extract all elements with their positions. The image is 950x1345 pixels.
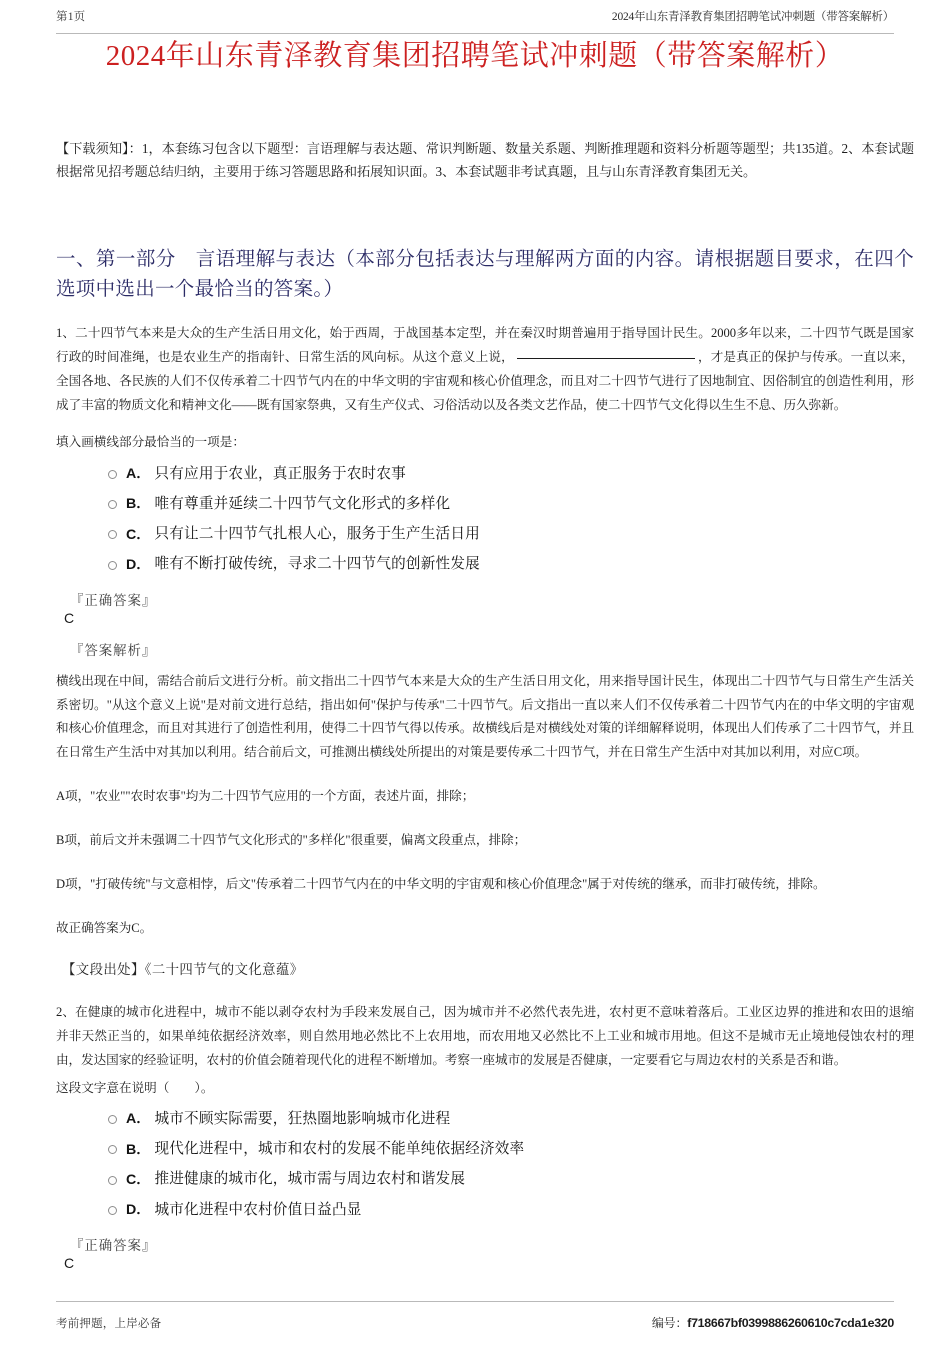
- option-letter: C．: [126, 526, 151, 543]
- option-text: 只有让二十四节气扎根人心，服务于生产生活日用: [154, 526, 480, 543]
- footer-code: [652, 1314, 894, 1331]
- option-b[interactable]: [108, 1139, 914, 1160]
- explanation-paragraph: 横线出现在中间，需结合前后文进行分析。前文指出二十四节气本来是大众的生产生活日用文化，用来指导国计民生，体现出二十四节气与日常生产生活关系密切。"从这个意义上说"是对前文进行总结，指出如何"保护与传承"二十四节气。后文指出一直以来人们不仅传承着二十四节气内在的中华文明的宇宙观和核心价值理念，而且对其进行了创造性利用，使得二十四节气得以传承。故横线后是对横线处对策的详细解释说明，体现出人们传承了二十四节气，并且在日常生产生活中对其加以利用。结合前后文，可推测出横线处所提出的对策是要传承二十四节气，并在日常生产生活中对其加以利用，对应C项。: [56, 673, 914, 760]
- explanation-paragraph: D项，"打破传统"与文意相悖，后文"传承着二十四节气内在的中华文明的宇宙观和核心价值理念"属于对传统的继承，而非打破传统，排除。: [56, 877, 826, 892]
- options-list: [56, 464, 914, 576]
- question-prompt: 这段文字意在说明（ ）。: [56, 1080, 214, 1095]
- radio-icon[interactable]: [108, 1145, 117, 1154]
- option-letter: B．: [126, 1141, 151, 1158]
- footer-code-value: f718667bf0399886260610c7cda1e320: [687, 1316, 894, 1330]
- correct-answer-value: C: [64, 1254, 75, 1271]
- question-stem-part1: 1、二十四节气本来是大众的生产生活日用文化，始于西周，于战国基本定型，并在秦汉时期普遍用于指导国计民生。2000多年以来，二十四节气既是国家行政的时间准绳，也是农业生产的指南针、日常生活的风向标。从这个意义上说，: [56, 325, 914, 364]
- option-text: 现代化进程中，城市和农村的发展不能单纯依据经济效率: [154, 1141, 525, 1158]
- option-letter: B．: [126, 496, 151, 513]
- fill-in-blank-line: [517, 358, 695, 359]
- radio-icon[interactable]: [108, 1176, 117, 1185]
- option-c[interactable]: [108, 1169, 914, 1190]
- option-d[interactable]: [108, 1200, 914, 1221]
- option-text: 城市不顾实际需要，狂热圈地影响城市化进程: [154, 1111, 451, 1128]
- radio-icon[interactable]: [108, 500, 117, 509]
- explanation-paragraph: B项，前后文并未强调二十四节气文化形式的"多样化"很重要，偏离文段重点，排除；: [56, 833, 527, 848]
- question-block: [56, 1000, 914, 1271]
- radio-icon[interactable]: [108, 530, 117, 539]
- option-b[interactable]: [108, 494, 914, 515]
- running-footer: [56, 1301, 894, 1331]
- option-a[interactable]: [108, 1109, 914, 1130]
- download-notice: 【下载须知】：1，本套练习包含以下题型：言语理解与表达题、常识判断题、数量关系题、判断推理题和资料分析题等题型；共135道。2、本套试题根据常见招考题总结归纳，主要用于练习答题思路和拓展知识面。3、本套试题非考试真题，且与山东青泽教育集团无关。: [56, 141, 914, 179]
- option-letter: C．: [126, 1171, 151, 1188]
- question-stem-part2: ，才是真正的保护与传承。一直以来，全国各地、各民族的人们不仅传承着二十四节气内在的中华文明的宇宙观和核心价值理念，而且对二十四节气进行了因地制宜、因俗制宜的创造性利用，形成了丰富的物质文化和精神文化——既有国家祭典，又有生产仪式、习俗活动以及各类文艺作品，使二十四节气文化得以生生不息、历久弥新。: [56, 349, 914, 413]
- option-letter: A．: [126, 1111, 151, 1128]
- question-stem: 2、在健康的城市化进程中，城市不能以剥夺农村为手段来发展自己，因为城市并不必然代表先进，农村更不意味着落后。工业区边界的推进和农田的退缩并非天然正当的，如果单纯依据经济效率，则自然用地必然比不上农用地，而农用地又必然比不上工业和城市用地。但这不是城市无止境地侵蚀农村的理由，发达国家的经验证明，农村的价值会随着现代化的进程不断增加。考察一座城市的发展是否健康，一定要看它与周边农村的关系是否和谐。: [56, 1005, 914, 1068]
- question-prompt: 填入画横线部分最恰当的一项是：: [56, 435, 245, 450]
- explanation-label: 『答案解析』: [70, 642, 157, 658]
- options-list: [56, 1109, 914, 1221]
- section-heading: 一、第一部分 言语理解与表达（本部分包括表达与理解两方面的内容。请根据题目要求，在四个选项中选出一个最恰当的答案。）: [56, 249, 914, 301]
- running-title: 2024年山东青泽教育集团招聘笔试冲刺题（带答案解析）: [611, 11, 894, 23]
- option-text: 只有应用于农业，真正服务于农时农事: [154, 466, 406, 482]
- option-c[interactable]: [108, 524, 914, 545]
- correct-answer-label: 『正确答案』: [70, 592, 157, 608]
- option-letter: A．: [126, 466, 151, 483]
- radio-icon[interactable]: [108, 470, 117, 479]
- option-text: 唯有不断打破传统，寻求二十四节气的创新性发展: [154, 556, 480, 573]
- radio-icon[interactable]: [108, 1115, 117, 1124]
- footer-slogan: 考前押题，上岸必备: [56, 1318, 162, 1330]
- option-text: 唯有尊重并延续二十四节气文化形式的多样化: [154, 496, 451, 513]
- running-header: [56, 8, 894, 34]
- option-a[interactable]: [108, 464, 914, 485]
- option-text: 推进健康的城市化，城市需与周边农村和谐发展: [154, 1171, 466, 1188]
- correct-answer-value: C: [64, 609, 75, 626]
- correct-answer-label: 『正确答案』: [70, 1237, 157, 1253]
- explanation-paragraph: A项，"农业""农时农事"均为二十四节气应用的一个方面，表述片面，排除；: [56, 789, 475, 804]
- option-letter: D．: [126, 1201, 151, 1218]
- option-letter: D．: [126, 556, 151, 573]
- option-text: 城市化进程中农村价值日益凸显: [154, 1201, 362, 1218]
- radio-icon[interactable]: [108, 561, 117, 570]
- radio-icon[interactable]: [108, 1206, 117, 1215]
- question-stem: [56, 321, 914, 418]
- document-body: [56, 138, 914, 1271]
- explanation-paragraph: 故正确答案为C。: [56, 921, 153, 936]
- option-d[interactable]: [108, 554, 914, 575]
- page-title: 2024年山东青泽教育集团招聘笔试冲刺题（带答案解析）: [105, 40, 845, 72]
- source-citation: 【文段出处】《二十四节气的文化意蕴》: [62, 962, 304, 977]
- question-block: [56, 321, 914, 978]
- page-number-label: 第1页: [56, 11, 86, 23]
- footer-code-label: 编号：: [651, 1316, 688, 1330]
